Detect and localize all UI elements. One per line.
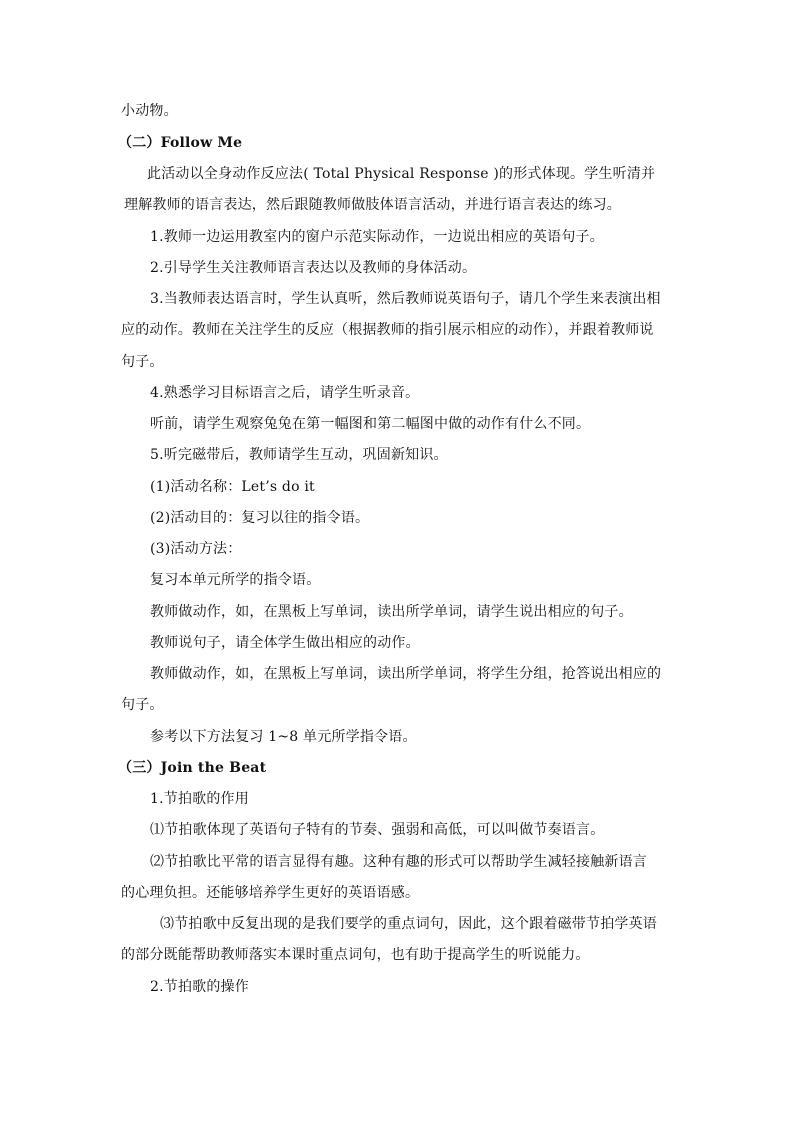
paragraph-line: 1.教师一边运用教室内的窗户示范实际动作，一边说出相应的英语句子。 (150, 229, 604, 245)
paragraph-line: 理解教师的语言表达，然后跟随教师做肢体语言活动，并进行语言表达的练习。 (124, 197, 621, 213)
paragraph-line: 1.节拍歌的作用 (150, 791, 249, 807)
paragraph-line: ⑶节拍歌中反复出现的是我们要学的重点词句，因此，这个跟着磁带节拍学英语 (160, 916, 657, 932)
paragraph-line: 应的动作。教师在关注学生的反应（根据教师的指引展示相应的动作），并跟着教师说 (121, 322, 654, 338)
paragraph-line: 2.引导学生关注教师语言表达以及教师的身体活动。 (150, 260, 477, 276)
paragraph-line: 的心理负担。还能够培养学生更好的英语语感。 (121, 885, 420, 901)
paragraph-line: 3.当教师表达语言时，学生认真听，然后教师说英语句子，请几个学生来表演出相 (150, 291, 661, 307)
paragraph-line: 句子。 (121, 354, 164, 370)
paragraph-line: ⑵节拍歌比平常的语言显得有趣。这种有趣的形式可以帮助学生减轻接触新语言 (150, 854, 647, 870)
paragraph-line: 听前，请学生观察兔兔在第一幅图和第二幅图中做的动作有什么不同。 (150, 416, 591, 432)
paragraph-line: 2.节拍歌的操作 (150, 979, 249, 995)
paragraph-line: 教师说句子，请全体学生做出相应的动作。 (150, 635, 420, 651)
paragraph-line: 句子。 (121, 697, 164, 713)
section-heading-join-the-beat: （三）Join the Beat (118, 760, 267, 776)
paragraph-line: 参考以下方法复习 1~8 单元所学指令语。 (150, 729, 417, 745)
paragraph-line: 教师做动作，如，在黑板上写单词，读出所学单词，将学生分组，抢答说出相应的 (150, 666, 662, 682)
paragraph-line: 的部分既能帮助教师落实本课时重点词句，也有助于提高学生的听说能力。 (121, 947, 590, 963)
paragraph-line: 教师做动作，如，在黑板上写单词，读出所学单词，请学生说出相应的句子。 (150, 604, 633, 620)
paragraph-line: 5.听完磁带后，教师请学生互动，巩固新知识。 (150, 447, 448, 463)
paragraph-line: (3)活动方法： (150, 541, 242, 557)
paragraph-line: 4.熟悉学习目标语言之后，请学生听录音。 (150, 385, 420, 401)
paragraph-line: ⑴节拍歌体现了英语句子特有的节奏、强弱和高低，可以叫做节奏语言。 (150, 822, 605, 838)
paragraph-line: 小动物。 (121, 103, 178, 119)
paragraph-line: (2)活动目的：复习以往的指令语。 (150, 510, 370, 526)
paragraph-line: (1)活动名称：Let’s do it (150, 479, 315, 495)
paragraph-line: 复习本单元所学的指令语。 (150, 572, 321, 588)
section-heading-follow-me: （二）Follow Me (118, 135, 243, 151)
paragraph-line: 此活动以全身动作反应法( Total Physical Response )的形式体现。学生听清并 (147, 166, 656, 182)
